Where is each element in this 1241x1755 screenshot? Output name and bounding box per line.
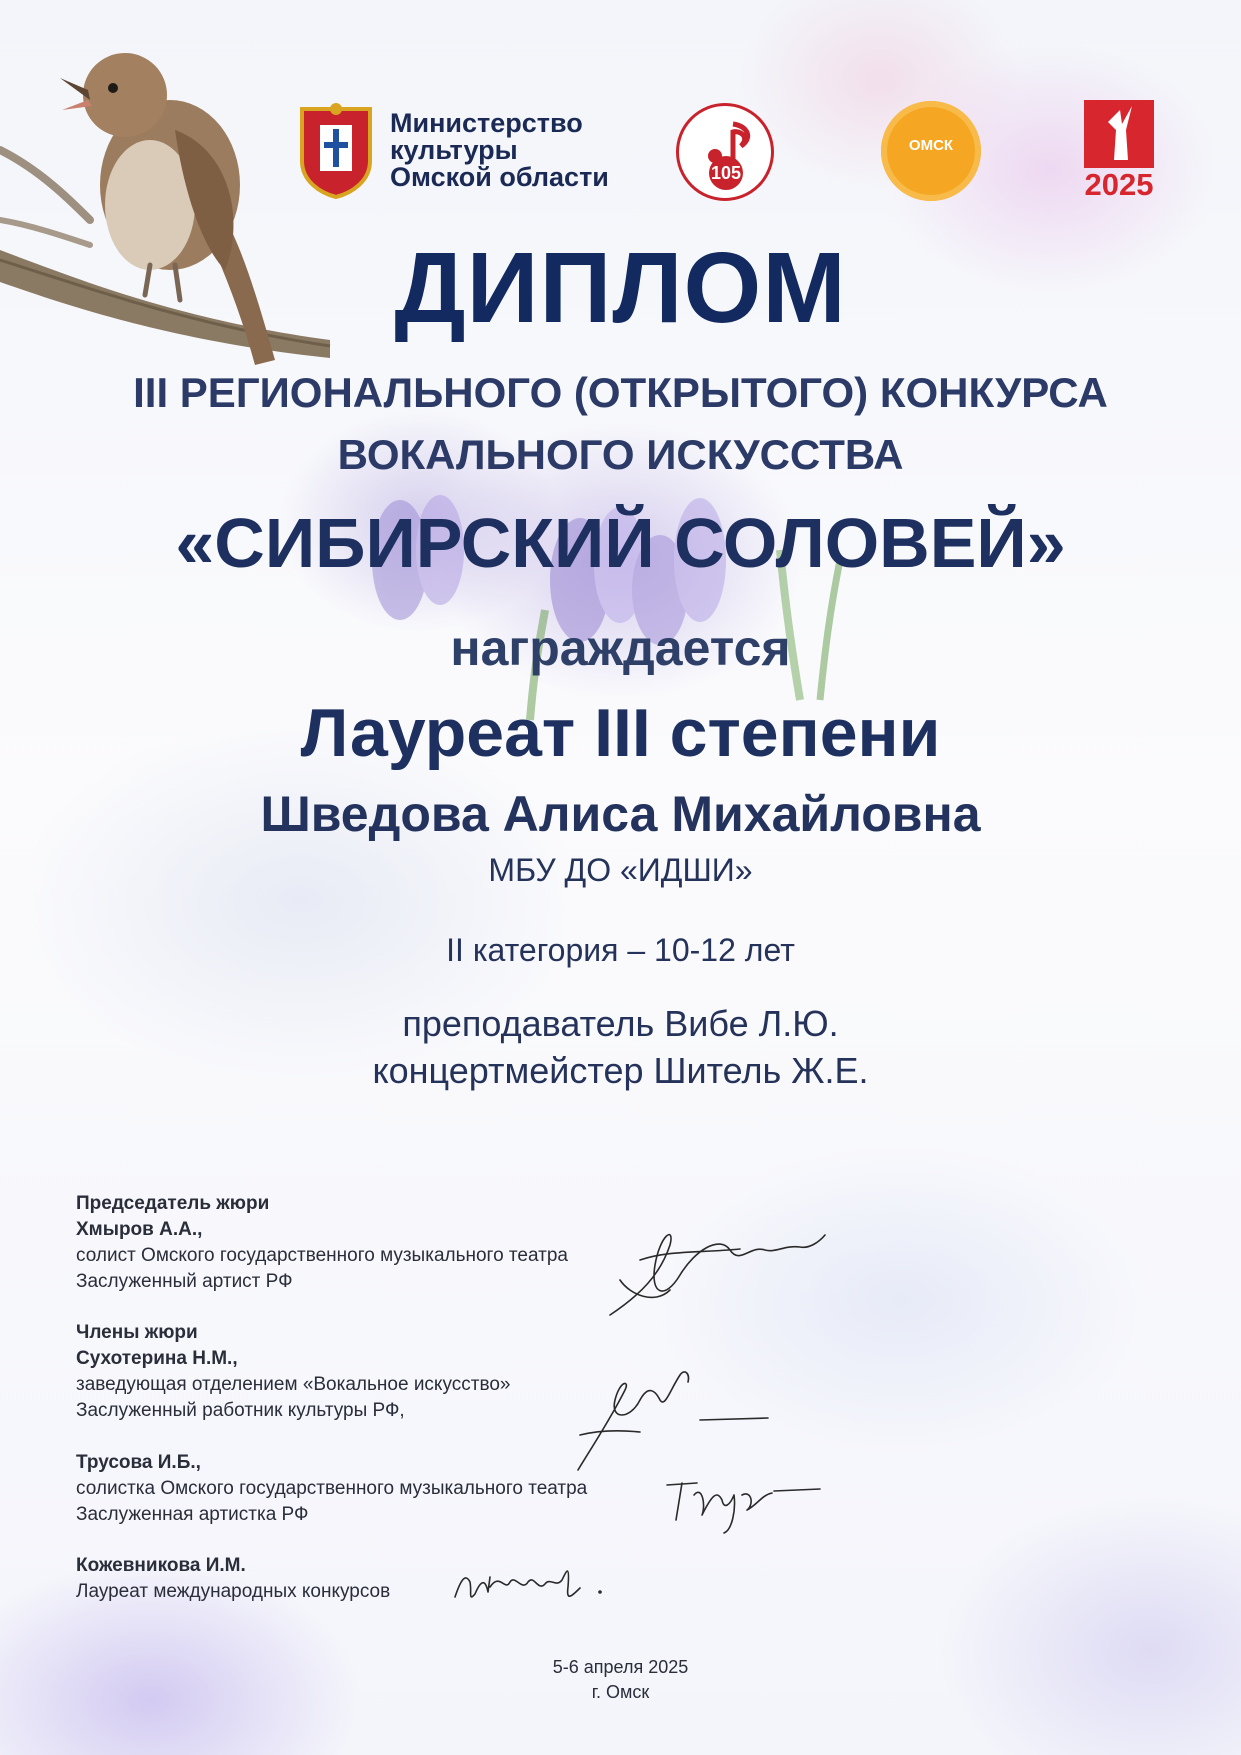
event-date: 5-6 апреля 2025 [552, 1657, 689, 1677]
badge-105-logo [676, 103, 774, 201]
jury-member-1-block [76, 1320, 510, 1424]
contest-subtitle-line-1: III РЕГИОНАЛЬНОГО (ОТКРЫТОГО) КОНКУРСА [133, 369, 1108, 416]
awarded-label: награждается [450, 620, 791, 676]
badge-105-number: 105 [709, 156, 743, 190]
ministry-name [390, 110, 609, 191]
jury-member-1-role-1: заведующая отделением «Вокальное искусство» [76, 1374, 511, 1395]
school-name: МБУ ДО «ИДШИ» [488, 852, 753, 888]
teacher-name: преподаватель Вибе Л.Ю. [402, 1003, 839, 1044]
jury-member-2-block [76, 1450, 587, 1528]
jury-member-1-name: Сухотерина Н.М., [76, 1348, 238, 1369]
year-2025-logo [1084, 100, 1154, 204]
omsk-badge-logo [881, 101, 981, 201]
event-city: г. Омск [591, 1682, 650, 1702]
jury-members-title: Члены жюри [76, 1322, 198, 1343]
member-2-signature [662, 1455, 822, 1535]
jury-chair-title: Председатель жюри [76, 1193, 270, 1214]
accompanist-name: концертмейстер Шитель Ж.Е. [372, 1050, 869, 1091]
jury-member-2-role-2: Заслуженная артистка РФ [76, 1504, 309, 1525]
contest-subtitle-line-2: ВОКАЛЬНОГО ИСКУССТВА [337, 431, 904, 478]
jury-chair-role-2: Заслуженный артист РФ [76, 1271, 293, 1292]
jury-member-2-name: Трусова И.Б., [76, 1452, 201, 1473]
monument-icon [1084, 100, 1154, 168]
jury-member-3-name: Кожевникова И.М. [76, 1555, 246, 1576]
year-2025-text: 2025 [1084, 167, 1154, 202]
jury-member-2-role-1: солистка Омского государственного музыкального театра [76, 1478, 588, 1499]
member-3-signature [450, 1552, 620, 1612]
jury-chair-block [76, 1191, 568, 1295]
jury-member-1-role-2: Заслуженный работник культуры РФ, [76, 1400, 405, 1421]
omsk-badge-text: ОМСК [908, 137, 954, 154]
coat-of-arms-icon [292, 101, 380, 199]
jury-member-3-role-1: Лауреат международных конкурсов [76, 1581, 391, 1602]
diploma-title: ДИПЛОМ [394, 232, 847, 344]
ministry-line-2: культуры [390, 135, 518, 165]
age-category: II категория – 10-12 лет [446, 932, 795, 968]
jury-chair-name: Хмыров А.А., [76, 1219, 203, 1240]
jury-chair-role-1: солист Омского государственного музыкального театра [76, 1245, 568, 1266]
chair-signature [600, 1205, 830, 1325]
laureate-rank: Лауреат III степени [300, 695, 941, 771]
recipient-name: Шведова Алиса Михайловна [260, 786, 981, 842]
jury-member-3-block [76, 1553, 390, 1605]
ministry-line-1: Министерство [390, 108, 583, 138]
contest-name: «СИБИРСКИЙ СОЛОВЕЙ» [175, 504, 1066, 582]
ministry-line-3: Омской области [390, 162, 609, 192]
